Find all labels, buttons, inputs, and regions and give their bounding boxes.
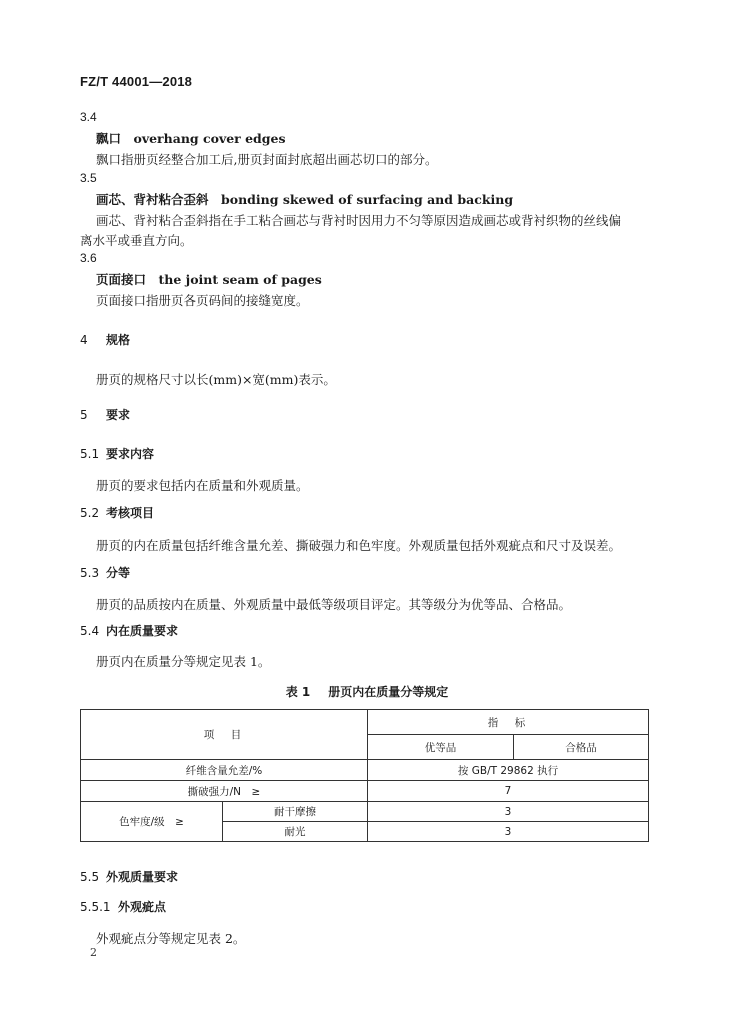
term-definition: 画芯、背衬粘合歪斜指在手工粘合画芯与背衬时因用力不匀等原因造成画芯或背衬织物的丝线偏 [96,213,622,228]
section-title: 规格 [106,333,131,347]
table-header-item: 项 目 [80,709,368,760]
table-header-grade-excellent: 优等品 [367,734,514,760]
term-name: 飘口 overhang cover edges [96,131,286,146]
section-title: 分等 [106,566,131,580]
table-title: 册页内在质量分等规定 [328,685,449,699]
term-number: 3.5 [80,171,97,185]
section-title: 考核项目 [106,506,155,520]
section-heading [80,898,166,915]
section-heading [80,406,130,423]
table-row-value: 7 [367,780,649,802]
section-body: 册页的内在质量包括纤维含量允差、撕破强力和色牢度。外观质量包括外观疵点和尺寸及误差。 [96,538,622,553]
section-number: 5.5.1 [80,900,111,914]
section-number: 5 [80,408,88,422]
standard-number-header: FZ/T 44001—2018 [80,74,193,89]
table-row-value: 3 [367,821,649,842]
table-header-index: 指 标 [367,709,649,735]
term-definition: 离水平或垂直方向。 [80,233,193,248]
term-name: 页面接口 the joint seam of pages [96,272,322,287]
term-definition: 飘口指册页经整合加工后,册页封面封底超出画芯切口的部分。 [96,152,438,167]
section-heading [80,445,154,462]
table-row-value: 3 [367,801,649,822]
section-body: 册页的规格尺寸以长(mm)×宽(mm)表示。 [96,372,336,387]
section-heading [80,504,154,521]
table-row-item: 色牢度/级 ≥ [80,801,223,842]
term-definition: 页面接口指册页各页码间的接缝宽度。 [96,293,309,308]
table-row-item: 纤维含量允差/% [80,759,368,781]
table-row-value: 按 GB/T 29862 执行 [367,759,649,781]
section-number: 5.3 [80,566,100,580]
section-heading [80,868,178,885]
section-title: 外观疵点 [118,900,167,914]
section-heading [80,622,178,639]
table-subrow-item: 耐光 [222,821,368,842]
table-row-item: 撕破强力/N ≥ [80,780,368,802]
section-number: 5.4 [80,624,100,638]
page-number: 2 [90,946,97,959]
section-heading [80,564,130,581]
term-number: 3.4 [80,110,97,124]
quality-grading-table [80,709,649,842]
section-number: 5.1 [80,447,100,461]
section-number: 5.2 [80,506,100,520]
table-caption [0,683,734,700]
section-title: 要求 [106,408,131,422]
table-subrow-item: 耐干摩擦 [222,801,368,822]
section-body: 册页的要求包括内在质量和外观质量。 [96,478,309,493]
term-number: 3.6 [80,251,97,265]
section-heading [80,331,130,348]
section-number: 4 [80,333,88,347]
section-body: 外观疵点分等规定见表 2。 [96,931,246,946]
table-header-grade-qualified: 合格品 [513,734,649,760]
section-body: 册页内在质量分等规定见表 1。 [96,654,271,669]
section-title: 要求内容 [106,447,155,461]
table-label: 表 1 [285,685,311,699]
section-title: 外观质量要求 [106,870,179,884]
section-title: 内在质量要求 [106,624,179,638]
term-name: 画芯、背衬粘合歪斜 bonding skewed of surfacing and backing [96,192,514,207]
section-number: 5.5 [80,870,100,884]
section-body: 册页的品质按内在质量、外观质量中最低等级项目评定。其等级分为优等品、合格品。 [96,597,572,612]
